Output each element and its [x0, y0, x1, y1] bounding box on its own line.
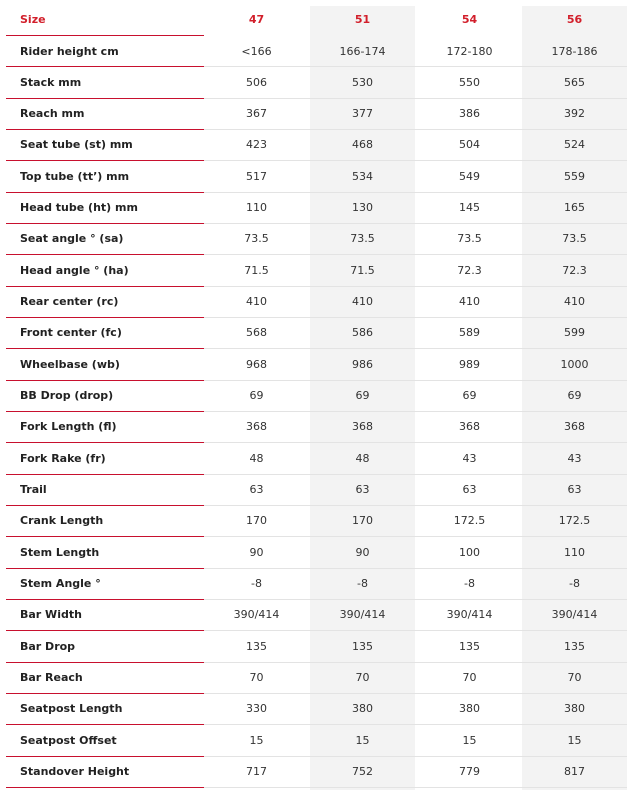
table-row: [0, 725, 635, 756]
cell-divider: [204, 223, 627, 224]
table-row: [0, 568, 635, 599]
value-cell: -8: [464, 577, 475, 591]
value-cell: 506: [246, 75, 267, 89]
row-label: Standover Height: [20, 765, 130, 779]
cell-divider: [204, 568, 627, 569]
cell-divider: [204, 693, 627, 694]
value-cell: 130: [352, 201, 373, 215]
value-cell: 524: [564, 138, 585, 152]
cell-divider: [204, 380, 627, 381]
row-divider: [6, 662, 204, 663]
value-cell: 717: [246, 765, 267, 779]
row-divider: [6, 474, 204, 475]
table-row: [0, 349, 635, 380]
size-54-header[interactable]: 54: [461, 13, 478, 26]
value-cell: 73.5: [457, 232, 482, 246]
value-cell: 368: [459, 420, 480, 434]
value-cell: 48: [355, 451, 370, 465]
table-row: [0, 380, 635, 411]
value-cell: 986: [352, 357, 373, 371]
table-row: [0, 223, 635, 254]
cell-divider: [204, 411, 627, 412]
value-cell: 377: [352, 107, 373, 121]
value-cell: 178-186: [551, 44, 598, 58]
value-cell: 71.5: [244, 263, 269, 277]
value-cell: 63: [355, 483, 370, 497]
row-label: Seatpost Offset: [20, 733, 117, 747]
row-label: Stem Angle °: [20, 577, 101, 591]
table-row: [0, 36, 635, 67]
value-cell: 410: [459, 295, 480, 309]
row-label: Reach mm: [20, 107, 85, 121]
value-cell: 368: [352, 420, 373, 434]
value-cell: 43: [462, 451, 477, 465]
value-cell: 70: [567, 671, 582, 685]
value-cell: 135: [352, 639, 373, 653]
row-divider: [6, 787, 204, 788]
table-row: [0, 474, 635, 505]
row-label: Trail: [20, 483, 47, 497]
value-cell: 135: [459, 639, 480, 653]
value-cell: 110: [564, 545, 585, 559]
row-divider: [6, 724, 204, 725]
value-cell: 100: [459, 545, 480, 559]
table-row: [0, 411, 635, 442]
value-cell: 90: [249, 545, 264, 559]
row-label: Seat tube (st) mm: [20, 138, 133, 152]
row-divider: [6, 756, 204, 757]
value-cell: 330: [246, 702, 267, 716]
cell-divider: [204, 662, 627, 663]
value-cell: 63: [249, 483, 264, 497]
cell-divider: [204, 317, 627, 318]
row-divider: [6, 66, 204, 67]
value-cell: 380: [352, 702, 373, 716]
value-cell: 135: [564, 639, 585, 653]
row-label: Head tube (ht) mm: [20, 201, 138, 215]
row-label: Stem Length: [20, 545, 100, 559]
table-row: [0, 599, 635, 630]
value-cell: 70: [249, 671, 264, 685]
value-cell: 504: [459, 138, 480, 152]
value-cell: 15: [355, 733, 370, 747]
table-row: [0, 317, 635, 348]
cell-divider: [204, 536, 627, 537]
row-divider: [6, 630, 204, 631]
cell-divider: [204, 599, 627, 600]
value-cell: 165: [564, 201, 585, 215]
cell-divider: [204, 192, 627, 193]
value-cell: 410: [352, 295, 373, 309]
value-cell: 69: [567, 389, 582, 403]
row-label: Wheelbase (wb): [20, 357, 120, 371]
value-cell: 90: [355, 545, 370, 559]
value-cell: 145: [459, 201, 480, 215]
value-cell: 69: [249, 389, 264, 403]
value-cell: 410: [564, 295, 585, 309]
value-cell: 172-180: [446, 44, 493, 58]
row-divider: [6, 98, 204, 99]
table-row: [0, 286, 635, 317]
row-divider: [6, 348, 204, 349]
row-divider: [6, 505, 204, 506]
row-divider: [6, 286, 204, 287]
value-cell: 15: [249, 733, 264, 747]
value-cell: 368: [564, 420, 585, 434]
cell-divider: [204, 630, 627, 631]
row-label: Bar Width: [20, 608, 82, 622]
table-row: [0, 537, 635, 568]
row-divider: [6, 536, 204, 537]
row-divider: [6, 568, 204, 569]
row-divider: [6, 223, 204, 224]
cell-divider: [204, 474, 627, 475]
row-label: Top tube (tt’) mm: [20, 169, 130, 183]
size-header-row: [0, 4, 635, 35]
cell-divider: [204, 254, 627, 255]
row-divider: [6, 254, 204, 255]
value-cell: 989: [459, 357, 480, 371]
value-cell: 752: [352, 765, 373, 779]
value-cell: 135: [246, 639, 267, 653]
table-row: [0, 98, 635, 129]
row-label: BB Drop (drop): [20, 389, 114, 403]
value-cell: 390/414: [551, 608, 598, 622]
value-cell: 72.3: [457, 263, 482, 277]
row-label: Bar Drop: [20, 639, 76, 653]
row-label: Fork Length (fl): [20, 420, 117, 434]
cell-divider: [204, 787, 627, 788]
cell-divider: [204, 98, 627, 99]
value-cell: 779: [459, 765, 480, 779]
value-cell: 517: [246, 169, 267, 183]
table-row: [0, 662, 635, 693]
value-cell: 170: [246, 514, 267, 528]
value-cell: 63: [567, 483, 582, 497]
value-cell: 380: [459, 702, 480, 716]
value-cell: 70: [462, 671, 477, 685]
table-row: [0, 161, 635, 192]
value-cell: 423: [246, 138, 267, 152]
row-label: Fork Rake (fr): [20, 451, 106, 465]
value-cell: 170: [352, 514, 373, 528]
value-cell: 586: [352, 326, 373, 340]
value-cell: 380: [564, 702, 585, 716]
value-cell: 172.5: [558, 514, 591, 528]
cell-divider: [204, 756, 627, 757]
table-row: [0, 443, 635, 474]
header-divider: [6, 35, 204, 36]
value-cell: -8: [251, 577, 262, 591]
table-row: [0, 756, 635, 787]
table-row: [0, 631, 635, 662]
value-cell: 534: [352, 169, 373, 183]
table-row: [0, 192, 635, 223]
value-cell: 390/414: [339, 608, 386, 622]
value-cell: 559: [564, 169, 585, 183]
row-label: Head angle ° (ha): [20, 263, 129, 277]
value-cell: 390/414: [233, 608, 280, 622]
value-cell: 968: [246, 357, 267, 371]
value-cell: 549: [459, 169, 480, 183]
value-cell: 15: [567, 733, 582, 747]
value-cell: 43: [567, 451, 582, 465]
cell-divider: [204, 286, 627, 287]
row-divider: [6, 380, 204, 381]
value-cell: 568: [246, 326, 267, 340]
value-cell: 69: [355, 389, 370, 403]
size-56-header[interactable]: 56: [566, 13, 583, 26]
value-cell: 589: [459, 326, 480, 340]
value-cell: <166: [241, 44, 272, 58]
row-divider: [6, 442, 204, 443]
cell-divider: [204, 348, 627, 349]
row-divider: [6, 129, 204, 130]
value-cell: -8: [569, 577, 580, 591]
value-cell: 367: [246, 107, 267, 121]
row-label: Seat angle ° (sa): [20, 232, 124, 246]
row-label: Crank Length: [20, 514, 104, 528]
value-cell: 817: [564, 765, 585, 779]
value-cell: 599: [564, 326, 585, 340]
value-cell: 69: [462, 389, 477, 403]
value-cell: 410: [246, 295, 267, 309]
value-cell: 468: [352, 138, 373, 152]
value-cell: 530: [352, 75, 373, 89]
row-divider: [6, 192, 204, 193]
row-divider: [6, 317, 204, 318]
value-cell: 72.3: [562, 263, 587, 277]
value-cell: 550: [459, 75, 480, 89]
value-cell: 70: [355, 671, 370, 685]
row-label: Rear center (rc): [20, 295, 119, 309]
value-cell: 73.5: [350, 232, 375, 246]
cell-divider: [204, 505, 627, 506]
table-row: [0, 67, 635, 98]
row-label: Front center (fc): [20, 326, 122, 340]
value-cell: 166-174: [339, 44, 386, 58]
cell-divider: [204, 442, 627, 443]
value-cell: 368: [246, 420, 267, 434]
value-cell: 110: [246, 201, 267, 215]
value-cell: 390/414: [446, 608, 493, 622]
row-label: Seatpost Length: [20, 702, 123, 716]
size-header-label: Size: [20, 13, 46, 26]
value-cell: 15: [462, 733, 477, 747]
value-cell: 386: [459, 107, 480, 121]
table-row: [0, 693, 635, 724]
table-row: [0, 505, 635, 536]
row-divider: [6, 411, 204, 412]
value-cell: 1000: [560, 357, 589, 371]
cell-divider: [204, 66, 627, 67]
value-cell: 63: [462, 483, 477, 497]
row-label: Rider height cm: [20, 44, 119, 58]
row-divider: [6, 693, 204, 694]
value-cell: 392: [564, 107, 585, 121]
value-cell: 48: [249, 451, 264, 465]
size-47-header[interactable]: 47: [248, 13, 265, 26]
cell-divider: [204, 724, 627, 725]
row-divider: [6, 599, 204, 600]
cell-divider: [204, 129, 627, 130]
row-divider: [6, 160, 204, 161]
value-cell: -8: [357, 577, 368, 591]
value-cell: 565: [564, 75, 585, 89]
row-label: Bar Reach: [20, 671, 83, 685]
size-51-header[interactable]: 51: [354, 13, 371, 26]
value-cell: 73.5: [244, 232, 269, 246]
value-cell: 71.5: [350, 263, 375, 277]
table-row: [0, 129, 635, 160]
value-cell: 73.5: [562, 232, 587, 246]
row-label: Stack mm: [20, 75, 82, 89]
cell-divider: [204, 160, 627, 161]
value-cell: 172.5: [453, 514, 486, 528]
table-row: [0, 255, 635, 286]
